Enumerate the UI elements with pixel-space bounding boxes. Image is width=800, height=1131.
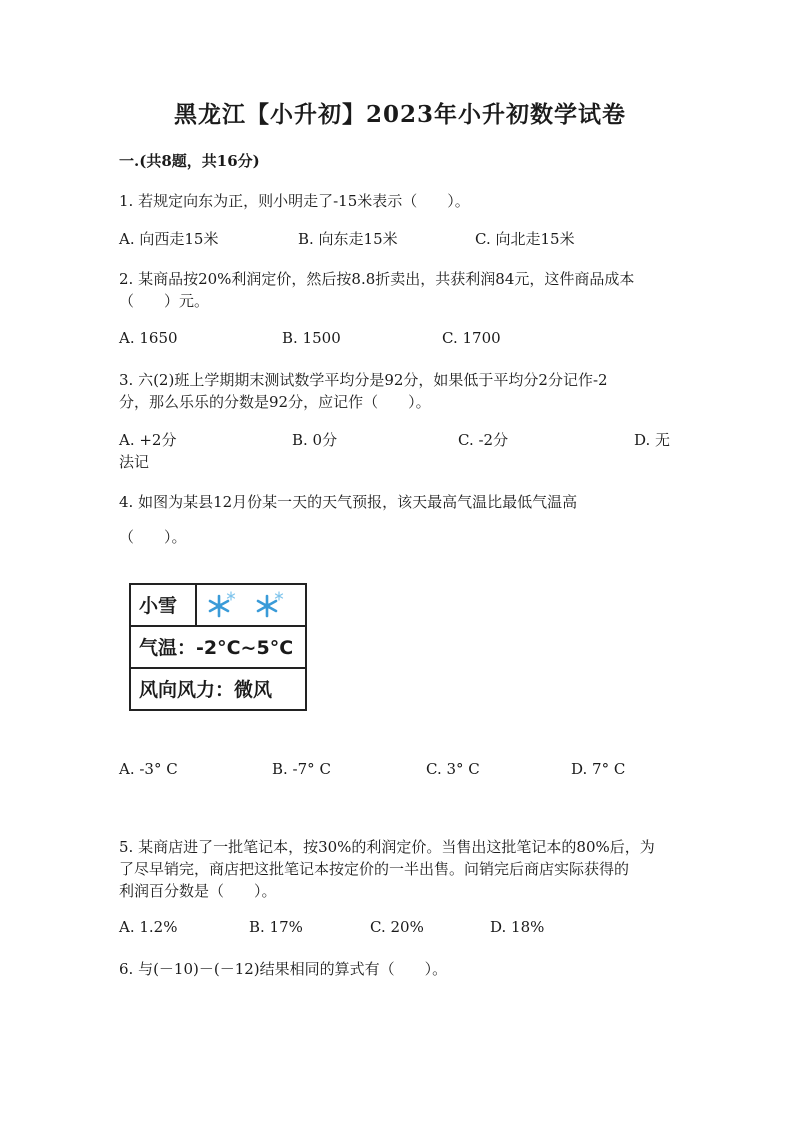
option-d-wrap: 法记 xyxy=(119,453,150,471)
weather-forecast-card xyxy=(129,583,307,711)
option-a: A. 向西走15米 xyxy=(119,230,219,248)
question-text-line: 6. 与(－10)－(－12)结果相同的算式有（ ）。 xyxy=(119,960,448,978)
page-title: 黑龙江【小升初】2023年小升初数学试卷 xyxy=(173,101,626,128)
question-text-line: 4. 如图为某县12月份某一天的天气预报，该天最高气温比最低气温高 xyxy=(119,493,578,511)
option-c: C. 向北走15米 xyxy=(475,230,575,248)
section-heading: 一.(共8题，共16分) xyxy=(119,152,260,170)
snowflake-icon xyxy=(205,591,237,621)
weather-temperature: 气温：-2°C~5°C xyxy=(131,627,305,669)
option-d: D. 无 xyxy=(634,431,671,449)
weather-condition-row xyxy=(131,585,305,627)
option-b: B. 0分 xyxy=(292,431,338,449)
option-c: C. 20% xyxy=(370,918,424,936)
option-b: B. -7° C xyxy=(272,760,331,778)
question-text-line: 1. 若规定向东为正，则小明走了-15米表示（ ）。 xyxy=(119,192,470,210)
option-c: C. 3° C xyxy=(426,760,480,778)
option-b: B. 17% xyxy=(249,918,303,936)
weather-wind: 风向风力：微风 xyxy=(139,679,273,701)
option-c: C. -2分 xyxy=(458,431,509,449)
question-text-line: 3. 六(2)班上学期期末测试数学平均分是92分，如果低于平均分2分记作-2 xyxy=(119,371,608,389)
question-text-line: 2. 某商品按20%利润定价，然后按8.8折卖出，共获利润84元，这件商品成本 xyxy=(119,270,635,288)
question-text-line: 5. 某商店进了一批笔记本，按30%的利润定价。当售出这批笔记本的80%后，为 xyxy=(119,838,655,856)
option-a: A. +2分 xyxy=(119,431,177,449)
question-text-line: （ ）。 xyxy=(119,528,187,546)
option-a: A. 1650 xyxy=(119,329,178,347)
option-a: A. -3° C xyxy=(119,760,178,778)
weather-condition: 小雪 xyxy=(131,585,197,625)
option-b: B. 向东走15米 xyxy=(298,230,398,248)
option-c: C. 1700 xyxy=(442,329,501,347)
question-text-line: 了尽早销完，商店把这批笔记本按定价的一半出售。问销完后商店实际获得的 xyxy=(119,860,630,878)
option-b: B. 1500 xyxy=(282,329,341,347)
option-d: D. 7° C xyxy=(571,760,626,778)
question-text-line: 分，那么乐乐的分数是92分，应记作（ ）。 xyxy=(119,393,431,411)
question-text-line: 利润百分数是（ ）。 xyxy=(119,882,277,900)
snowflake-icon xyxy=(253,591,285,621)
option-d: D. 18% xyxy=(490,918,545,936)
option-a: A. 1.2% xyxy=(119,918,178,936)
question-text-line: （ ）元。 xyxy=(119,292,210,310)
